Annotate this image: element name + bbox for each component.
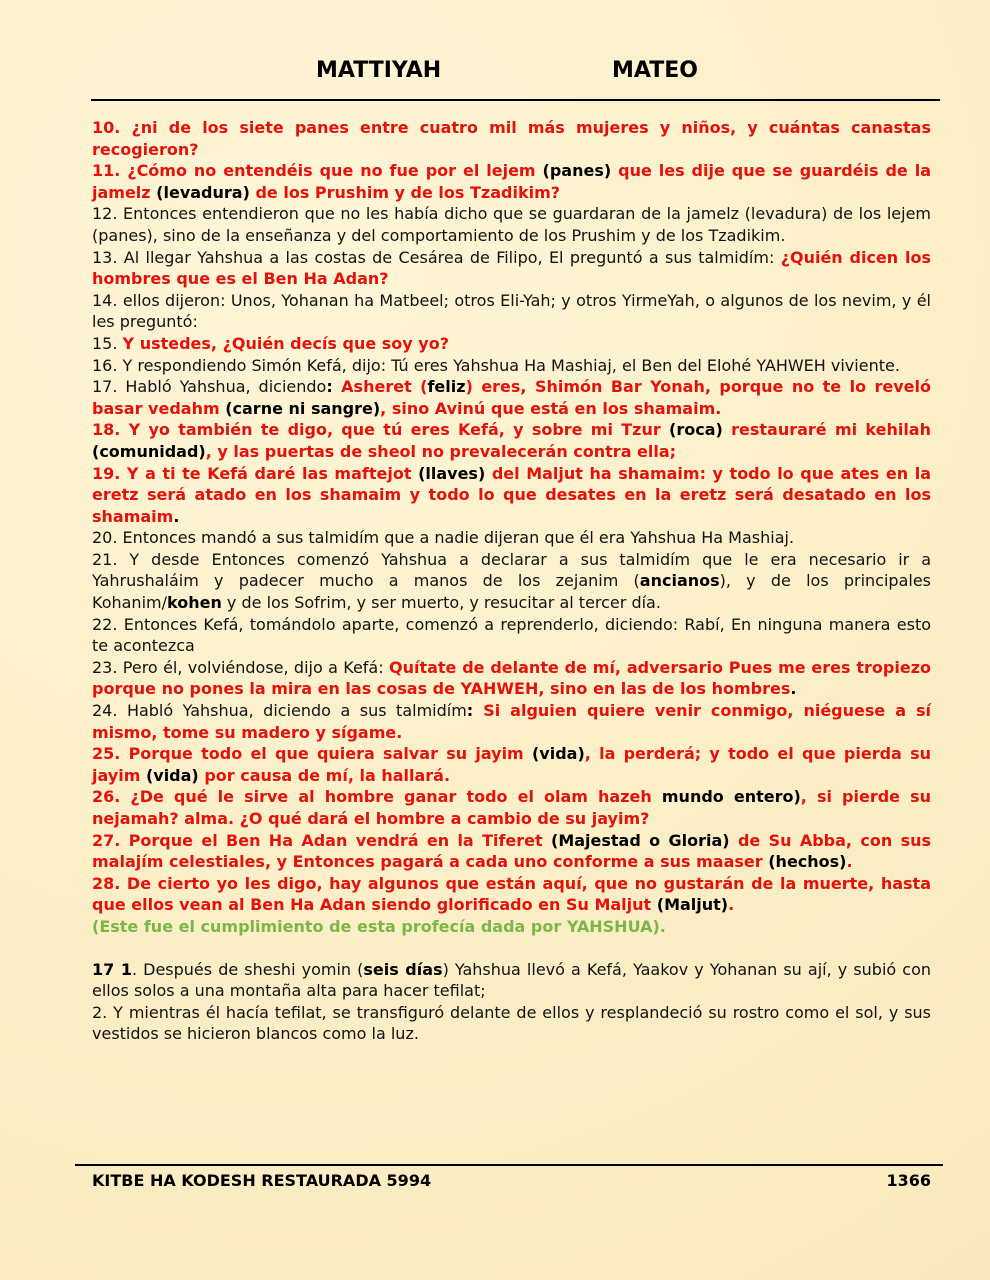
verse-v19 xyxy=(92,463,931,528)
verse-v11 xyxy=(92,160,931,203)
verse-segment: 17. Habló Yahshua, diciendo xyxy=(92,377,327,397)
footer-title: KITBE HA KODESH RESTAURADA 5994 xyxy=(92,1171,432,1190)
verse-segment: 14. ellos dijeron: Unos, Yohanan ha Matbeel; otros Eli-Yah; y otros YirmeYah, o algunos de los nevim, y él les preguntó: xyxy=(92,290,931,332)
verse-v27 xyxy=(92,830,931,873)
verse-segment: (Maljut) xyxy=(656,895,729,915)
verse-v17 xyxy=(92,376,931,419)
verse-segment: 17 1 xyxy=(92,959,132,979)
verse-v16 xyxy=(92,355,931,377)
verse-segment: . Después de sheshi yomin ( xyxy=(131,959,364,979)
verse-segment: kohen xyxy=(167,593,222,613)
verse-note xyxy=(92,916,931,938)
verse-segment: 12. Entonces entendieron que no les había dicho que se guardaran de la jamelz (levadura) de los lejem (panes), sino de la enseñanza y del comportamiento de los Prushim y de los Tzadikim. xyxy=(92,204,931,245)
verse-segment: (llaves) xyxy=(418,463,486,483)
verse-segment: (hechos) xyxy=(768,852,847,872)
verse-v10 xyxy=(92,117,931,160)
verse-segment: Quítate de delante de mí, adversario Pues me eres tropiezo porque no pones la mira en las cosas de YAHWEH, sino en las de los hombres xyxy=(92,657,931,699)
verse-segment: ) Yahshua llevó a Kefá, Yaakov y Yohanan su ají, y subió con ellos solos a una montaña alta para hacer tefilat; xyxy=(92,959,931,1001)
verse-segment: que les dije que se guardéis de la jamelz xyxy=(92,161,931,202)
verse-segment: ¿Quién dicen los hombres que es el Ben Ha Adan? xyxy=(92,247,931,289)
verse-segment: Si alguien quiere venir conmigo, niéguese a sí mismo, tome su madero y sígame. xyxy=(92,701,932,742)
verse-segment: 13. Al llegar Yahshua a las costas de Cesárea de Filipo, El preguntó a sus talmidím: xyxy=(92,247,781,267)
verse-segment: 24. Habló Yahshua, diciendo a sus talmidím xyxy=(92,701,467,721)
header-rule xyxy=(91,99,940,101)
verse-segment: 16. Y respondiendo Simón Kefá, dijo: Tú eres Yahshua Ha Mashiaj, el Ben del Elohé YAHWEH viviente. xyxy=(92,355,900,375)
verse-v23 xyxy=(92,657,931,700)
verse-v14 xyxy=(92,290,931,333)
verse-segment: 18. Y yo también te digo, que tú eres Kefá, y sobre mi Tzur xyxy=(92,420,670,440)
verse-segment: : xyxy=(466,701,484,721)
verse-segment: 20. Entonces mandó a sus talmidím que a nadie dijeran que él era Yahshua Ha Mashiaj. xyxy=(92,528,795,548)
verse-segment: 10. ¿ni de los siete panes entre cuatro mil más mujeres y niños, y cuántas canastas recogieron? xyxy=(92,118,931,159)
verse-segment: 26. ¿De qué le sirve al hombre ganar todo el olam hazeh xyxy=(92,787,662,807)
verse-v26 xyxy=(92,786,931,829)
verse-v12 xyxy=(92,203,931,246)
verse-segment: de Su Abba, con sus malajím celestiales, y Entonces pagará a cada uno conforme a sus maaser xyxy=(92,830,932,872)
verse-segment: (comunidad) xyxy=(92,441,206,461)
verse-segment: (vida) xyxy=(145,765,199,785)
verse-v20 xyxy=(92,527,931,549)
verse-segment: (Majestad o Gloria) xyxy=(551,830,730,850)
verse-segment: 22. Entonces Kefá, tomándolo aparte, comenzó a reprenderlo, diciendo: Rabí, En ninguna manera esto te acontezca xyxy=(92,614,931,656)
verse-segment: Y ustedes, ¿Quién decís que soy yo? xyxy=(122,333,449,353)
verse-segment: (roca) xyxy=(669,420,723,440)
book-name-spanish: MATEO xyxy=(612,58,698,83)
verse-v18 xyxy=(92,419,931,462)
verse-segment: 25. Porque todo el que quiera salvar su jayim xyxy=(92,744,532,764)
verse-segment: Asheret ( xyxy=(341,377,428,397)
verse-v22 xyxy=(92,614,931,657)
verse-segment: restauraré mi kehilah xyxy=(722,420,931,440)
verse-segment: de los Prushim y de los Tzadikim? xyxy=(249,182,561,202)
verse-v21 xyxy=(92,549,931,614)
verse-segment: 2. Y mientras él hacía tefilat, se transfiguró delante de ellos y resplandeció su rostro como el sol, y sus vestidos se hicieron blancos como la luz. xyxy=(92,1002,931,1044)
verse-segment: (panes) xyxy=(542,161,612,181)
verse-segment: 19. Y a ti te Kefá daré las maftejot xyxy=(92,463,419,483)
verse-segment: (carne ni sangre) xyxy=(225,398,381,418)
verse-segment: . xyxy=(173,506,180,526)
verse-segment: seis días xyxy=(363,959,443,979)
book-name-hebrew: MATTIYAH xyxy=(316,58,442,83)
verse-segment: 23. Pero él, volviéndose, dijo a Kefá: xyxy=(92,657,389,677)
verse-v25 xyxy=(92,743,931,786)
verse-segment: (levadura) xyxy=(156,182,250,202)
verse-segment: (Este fue el cumplimiento de esta profecía dada por YAHSHUA). xyxy=(92,916,666,936)
verse-segment: , y las puertas de sheol no prevalecerán contra ella; xyxy=(205,441,677,461)
verse-segment: , sino Avinú que está en los shamaim. xyxy=(380,398,722,418)
verse-segment: 28. De cierto yo les digo, hay algunos que están aquí, que no gustarán de la muerte, hasta que ellos vean al Ben Ha Adan siendo glorificado en Su Maljut xyxy=(92,873,931,915)
scripture-text xyxy=(92,117,931,1045)
page-number: 1366 xyxy=(886,1171,931,1190)
verse-segment: . xyxy=(728,895,735,915)
verse-v24 xyxy=(92,700,931,743)
verse-v13 xyxy=(92,247,931,290)
verse-segment: , la perderá; y todo el que pierda su jayim xyxy=(92,744,931,785)
verse-segment: (vida) xyxy=(531,744,585,764)
verse-segment: 15. xyxy=(92,333,123,353)
page-footer xyxy=(92,1171,931,1195)
verse-segment: . xyxy=(790,679,797,699)
verse-segment: ancianos xyxy=(639,571,720,591)
verse-segment: mundo entero) xyxy=(661,787,801,807)
verse-segment: del Maljut ha shamaim: y todo lo que ates en la eretz será atado en los shamaim y todo lo que desates en la eretz será desatado en los shamaim xyxy=(92,463,931,526)
verse-v28 xyxy=(92,873,931,916)
verse-segment: , si pierde su nejamah? alma. ¿O qué dará el hombre a cambio de su jayim? xyxy=(92,787,932,828)
verse-segment: ), y de los principales Kohanim/ xyxy=(92,571,932,613)
page-header xyxy=(0,58,990,88)
verse-segment: . xyxy=(846,852,853,872)
footer-rule xyxy=(75,1164,943,1166)
verse-segment: por causa de mí, la hallará. xyxy=(198,765,451,785)
verse-segment: 11. ¿Cómo no entendéis que no fue por el lejem xyxy=(92,161,543,181)
verse-c17v1 xyxy=(92,959,931,1002)
verse-segment: feliz xyxy=(427,377,466,397)
verse-segment: : xyxy=(326,377,342,397)
verse-segment: 27. Porque el Ben Ha Adan vendrá en la Tiferet xyxy=(92,830,552,850)
verse-v15 xyxy=(92,333,931,355)
verse-segment: 21. Y desde Entonces comenzó Yahshua a declarar a sus talmidím que le era necesario ir a Yahrushaláim y padecer mucho a manos de los zejanim ( xyxy=(92,549,931,591)
verse-segment: ) eres, Shimón Bar Yonah, porque no te lo reveló basar vedahm xyxy=(92,377,931,418)
verse-segment: y de los Sofrim, y ser muerto, y resucitar al tercer día. xyxy=(221,593,661,613)
verse-c17v2 xyxy=(92,1002,931,1045)
